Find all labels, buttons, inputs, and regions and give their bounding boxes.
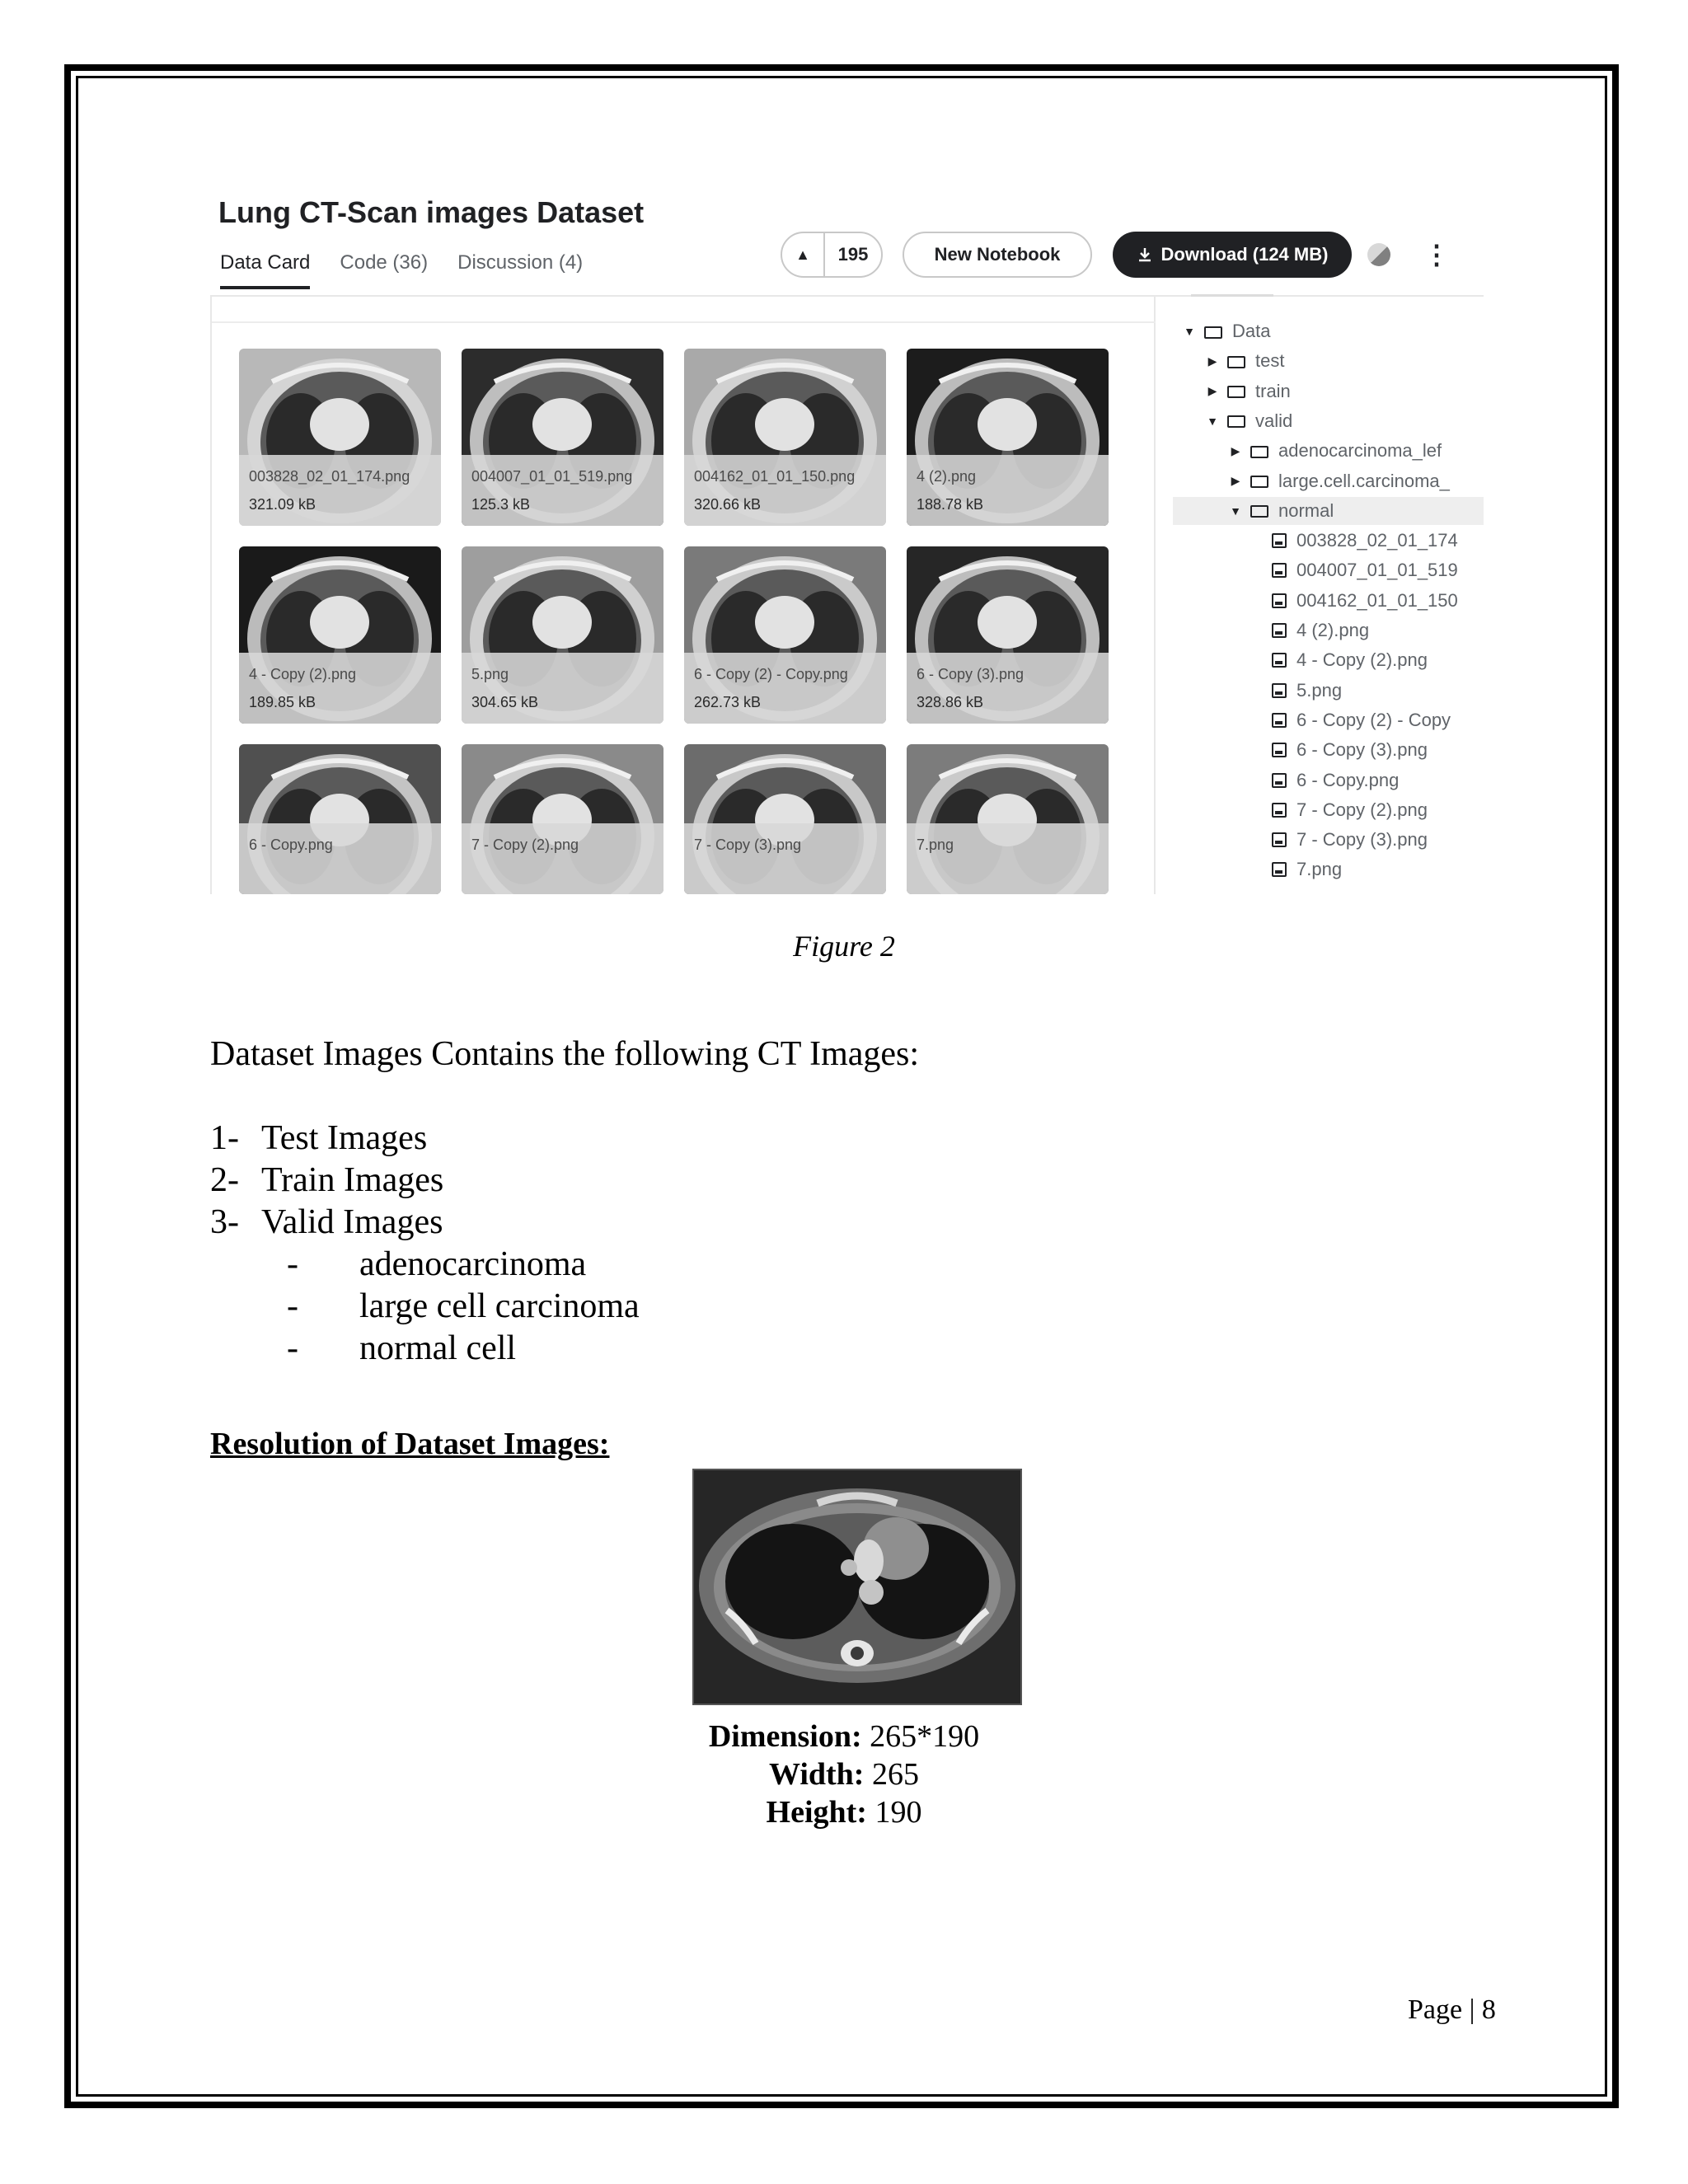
folder-icon [1227,356,1245,368]
thumbnail-filename: 7.png [917,837,954,853]
image-thumbnail[interactable] [907,349,1109,526]
image-file-icon [1272,593,1287,608]
tree-file-item[interactable] [1183,556,1484,584]
tree-item-label: 4 - Copy (2).png [1296,649,1428,671]
tree-item-label: 5.png [1296,679,1343,701]
folder-icon [1227,386,1245,398]
caret-down-icon[interactable]: ▼ [1184,325,1195,338]
tree-item-label: valid [1255,410,1293,431]
height-value: 190 [866,1795,922,1830]
thumbnail-filesize: 188.78 kB [917,496,984,513]
tree-item-label: 6 - Copy.png [1296,769,1400,790]
list-number: 3- [210,1203,239,1241]
image-thumbnail[interactable] [907,744,1109,894]
tree-folder-item[interactable] [1173,497,1484,525]
thumbnail-caption [684,455,886,526]
list-item [210,1202,443,1242]
thumbnail-filesize: 189.85 kB [249,694,316,710]
image-file-icon [1272,533,1287,548]
dimension-label: Dimension: [708,1719,862,1754]
tree-item-label: Data [1232,321,1271,341]
tree-item-label: large.cell.carcinoma_ [1278,470,1450,491]
thumbnail-filesize: 321.09 kB [249,496,316,513]
image-thumbnail[interactable] [462,744,663,894]
tree-item-label: adenocarcinoma_lef [1278,440,1442,462]
new-notebook-button[interactable]: New Notebook [903,232,1092,278]
tab-code[interactable]: Code (36) [340,251,429,274]
tree-file-item[interactable] [1183,855,1484,883]
tree-folder-item[interactable] [1183,407,1484,435]
tree-item-label: normal [1278,499,1334,521]
tree-file-item[interactable] [1183,677,1484,705]
image-file-icon [1272,623,1287,638]
dimension-value: 265*190 [861,1719,980,1754]
caret-right-icon[interactable]: ▶ [1207,354,1217,368]
thumbnail-filesize: 320.66 kB [694,496,762,513]
tree-file-item[interactable] [1183,736,1484,764]
image-thumbnail[interactable] [684,546,886,724]
tree-item-label: 6 - Copy (3).png [1296,739,1428,761]
sublist-bullet: - [287,1329,298,1367]
thumbnail-caption [462,653,663,724]
tree-item-label: train [1255,380,1291,401]
resolution-heading: Resolution of Dataset Images: [210,1427,610,1461]
tree-scrollbar-stub [1191,294,1273,297]
list-number: 1- [210,1119,239,1157]
image-thumbnail[interactable] [907,546,1109,724]
sublist-text: large cell carcinoma [359,1287,640,1325]
tree-item-label: test [1255,350,1285,372]
image-thumbnail[interactable] [239,744,441,894]
theme-toggle-icon[interactable] [1367,243,1390,266]
image-file-icon [1272,832,1287,847]
upvote-arrow-icon: ▲ [782,233,825,276]
dataset-screenshot [210,185,1484,894]
height-line [0,1794,1688,1830]
more-options-icon[interactable]: ⋮ [1423,240,1450,269]
tree-item-label: 7.png [1296,859,1343,880]
caret-right-icon[interactable]: ▶ [1207,384,1217,398]
sublist-bullet: - [287,1245,298,1283]
list-text: Valid Images [261,1203,443,1241]
list-item [210,1160,443,1200]
tree-folder-item[interactable] [1183,317,1463,345]
tree-file-item[interactable] [1183,796,1484,824]
sublist-bullet: - [287,1287,298,1325]
tree-item-label: 004162_01_01_150 [1296,589,1458,611]
thumbnail-filename: 6 - Copy (3).png [917,666,1025,682]
tree-folder-item[interactable] [1183,437,1484,465]
image-file-icon [1272,653,1287,668]
width-line [0,1756,1688,1793]
tree-file-item[interactable] [1183,766,1484,794]
image-file-icon [1272,683,1287,698]
image-thumbnail[interactable] [462,349,663,526]
image-file-icon [1272,563,1287,578]
tree-file-item[interactable] [1183,646,1484,674]
image-file-icon [1272,743,1287,757]
folder-icon [1250,476,1268,488]
width-value: 265 [864,1757,919,1792]
image-thumbnail[interactable] [462,546,663,724]
thumbnail-caption [684,653,886,724]
sublist-text: normal cell [359,1329,517,1367]
folder-icon [1250,505,1268,518]
caret-right-icon[interactable]: ▶ [1231,474,1240,487]
tree-folder-item[interactable] [1183,377,1484,405]
thumbnail-caption [907,823,1109,894]
caret-down-icon[interactable]: ▼ [1207,414,1218,428]
dimension-line [0,1718,1688,1755]
ct-scan-sample-image [692,1469,1022,1705]
tree-item-label: 003828_02_01_174 [1296,530,1458,551]
image-file-icon [1272,862,1287,877]
thumbnail-caption [684,823,886,894]
thumbnail-caption [907,653,1109,724]
thumbnail-filename: 7 - Copy (2).png [471,837,579,853]
list-text: Test Images [261,1119,428,1157]
tab-data-card[interactable]: Data Card [220,251,310,289]
thumbnail-filesize: 262.73 kB [694,694,762,710]
image-thumbnail[interactable] [239,546,441,724]
tree-file-item[interactable] [1183,826,1484,854]
thumbnail-filesize: 125.3 kB [471,496,531,513]
sublist-text: adenocarcinoma [359,1245,587,1283]
caret-down-icon[interactable]: ▼ [1230,504,1241,518]
list-number: 2- [210,1161,239,1199]
sublist-item [287,1286,640,1326]
thumbnail-caption [239,653,441,724]
tree-item-label: 6 - Copy (2) - Copy [1296,709,1451,730]
tree-folder-item[interactable] [1183,467,1484,495]
tree-item-label: 004007_01_01_519 [1296,560,1458,581]
tree-file-item[interactable] [1183,706,1484,734]
ct-scan-drawing [694,1470,1020,1704]
thumbnail-filename: 6 - Copy (2) - Copy.png [694,666,848,682]
download-label: Download (124 MB) [1160,244,1329,265]
thumbnail-caption [907,455,1109,526]
tree-folder-item[interactable] [1183,347,1484,375]
dataset-title: Lung CT-Scan images Dataset [218,195,645,229]
figure-caption: Figure 2 [793,930,895,963]
tree-item-label: 7 - Copy (2).png [1296,799,1428,820]
folder-icon [1204,326,1222,339]
upvote-button[interactable] [781,232,883,278]
tree-item-label: 4 (2).png [1296,620,1370,640]
thumbnail-filename: 6 - Copy.png [249,837,333,853]
thumbnail-filename: 4 - Copy (2).png [249,666,357,682]
height-label: Height: [766,1795,867,1830]
page-number: Page | 8 [1408,1994,1496,2025]
list-text: Train Images [261,1161,444,1199]
thumbnail-caption [462,823,663,894]
thumbnail-filename: 004162_01_01_150.png [694,468,856,485]
tree-file-item[interactable] [1183,527,1484,555]
list-item [210,1118,427,1158]
tab-discussion[interactable]: Discussion (4) [457,251,584,274]
panel-top-divider [212,321,1156,323]
tree-file-item[interactable] [1183,587,1484,615]
intro-text: Dataset Images Contains the following CT Images: [210,1035,920,1073]
thumbnail-filename: 004007_01_01_519.png [471,468,633,485]
folder-icon [1227,415,1245,428]
download-button[interactable] [1113,232,1352,278]
image-thumbnail[interactable] [239,349,441,526]
image-thumbnail[interactable] [684,744,886,894]
caret-right-icon[interactable]: ▶ [1231,443,1240,457]
download-icon [1137,246,1153,263]
thumbnail-filesize: 304.65 kB [471,694,539,710]
thumbnail-filename: 003828_02_01_174.png [249,468,410,485]
sublist-item [287,1244,586,1284]
sublist-item [287,1329,516,1368]
thumbnail-filesize: 328.86 kB [917,694,984,710]
image-file-icon [1272,803,1287,818]
thumbnail-caption [462,455,663,526]
thumbnail-filename: 4 (2).png [917,468,977,485]
thumbnail-filename: 7 - Copy (3).png [694,837,802,853]
thumbnail-filename: 5.png [471,666,509,682]
image-file-icon [1272,773,1287,788]
thumbnail-caption [239,455,441,526]
vote-count: 195 [837,244,869,265]
image-thumbnail[interactable] [684,349,886,526]
folder-icon [1250,446,1268,458]
tree-item-label: 7 - Copy (3).png [1296,829,1428,851]
tree-file-item[interactable] [1183,616,1484,644]
thumbnail-caption [239,823,441,894]
dataset-tabs [220,251,583,289]
image-file-icon [1272,713,1287,728]
width-label: Width: [769,1757,865,1792]
